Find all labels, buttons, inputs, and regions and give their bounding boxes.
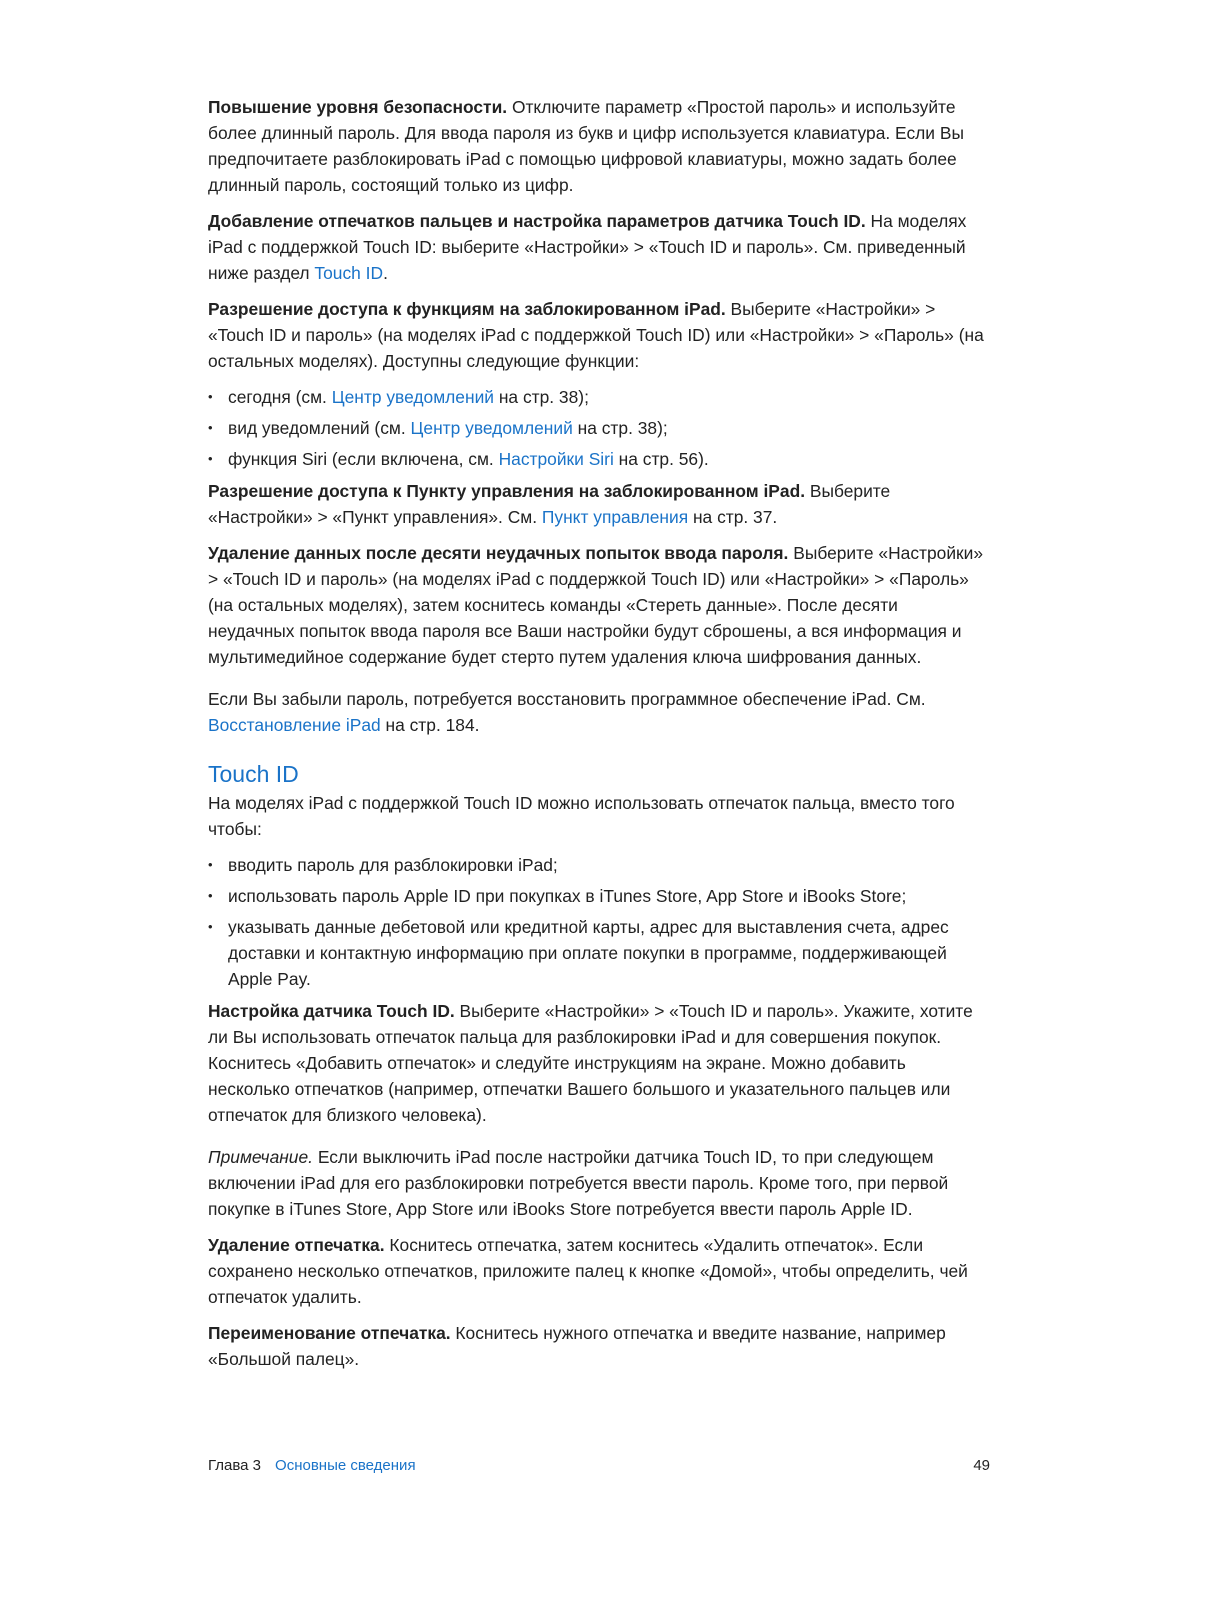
paragraph-lock-screen-access — [208, 296, 986, 374]
footer-chapter: Глава 3 — [208, 1457, 262, 1474]
list-item: • вводить пароль для разблокировки iPad; — [208, 852, 986, 878]
link-notification-center[interactable]: Центр уведомлений — [331, 387, 494, 407]
list-item-text: на стр. 38); — [572, 418, 668, 438]
list-item-text: сегодня (см. — [228, 387, 332, 407]
link-touch-id[interactable]: Touch ID — [314, 263, 384, 283]
paragraph-note — [208, 1144, 986, 1222]
paragraph-tail: . — [383, 263, 388, 283]
paragraph-security — [208, 94, 986, 198]
paragraph-lead: Настройка датчика Touch ID. — [208, 1001, 455, 1021]
list-item — [208, 415, 986, 441]
paragraph-delete-fingerprint — [208, 1232, 986, 1310]
paragraph-text: Выберите «Настройки» > «Пункт управления». См. — [208, 481, 891, 527]
paragraph-text: Коснитесь отпечатка, затем коснитесь «Удалить отпечаток». Если сохранено несколько отпечатков, приложите палец к кнопке «Домой», чтобы определить, чей отпечаток удалить. — [208, 1235, 968, 1307]
list-item-text: на стр. 38); — [494, 387, 589, 407]
paragraph-touch-id-intro: На моделях iPad с поддержкой Touch ID можно использовать отпечаток пальца, вместо того чтобы: — [208, 793, 955, 839]
section-heading-touch-id: Touch ID — [208, 761, 299, 787]
list-item-text: вид уведомлений (см. — [228, 418, 411, 438]
paragraph-setup-touch-id — [208, 998, 986, 1128]
list-item: • указывать данные дебетовой или кредитной карты, адрес для выставления счета, адрес доставки и контактную информацию при оплате покупки в программе, поддерживающей Apple Pay. — [208, 914, 986, 992]
paragraph-lead: Разрешение доступа к функциям на заблокированном iPad. — [208, 299, 726, 319]
paragraph-lead: Повышение уровня безопасности. — [208, 97, 508, 117]
paragraph-rename-fingerprint — [208, 1320, 986, 1372]
footer-chapter-title-link[interactable]: Основные сведения — [275, 1457, 416, 1474]
list-item-text: функция Siri (если включена, см. — [228, 449, 499, 469]
paragraph-add-fingerprints — [208, 208, 986, 286]
paragraph-tail: на стр. 184. — [380, 715, 480, 735]
list-touch-id-uses — [208, 852, 986, 992]
paragraph-forgot-passcode — [208, 686, 986, 738]
list-item — [208, 446, 986, 472]
page-footer — [208, 1456, 990, 1476]
paragraph-text: Если Вы забыли пароль, потребуется восстановить программное обеспечение iPad. См. — [208, 689, 926, 709]
paragraph-text: Выберите «Настройки» > «Touch ID и пароль». Укажите, хотите ли Вы использовать отпечаток пальца для разблокировки iPad и для совершения покупок. Коснитесь «Добавить отпечаток» и следуйте инструкциям на экране. Можно добавить несколько отпечатков (например, отпечатки Вашего большого и указательного пальцев или отпечаток для близкого человека). — [208, 1001, 973, 1125]
link-control-center[interactable]: Пункт управления — [541, 507, 689, 527]
note-label: Примечание. — [208, 1147, 313, 1167]
list-item: • использовать пароль Apple ID при покупках в iTunes Store, App Store и iBooks Store; — [208, 883, 986, 909]
list-item-text: на стр. 56). — [613, 449, 709, 469]
list-item — [208, 384, 986, 410]
footer-page-number: 49 — [973, 1457, 990, 1474]
paragraph-text: Выберите «Настройки» > «Touch ID и пароль» (на моделях iPad с поддержкой Touch ID) или «Настройки» > «Пароль» (на остальных моделях), затем коснитесь команды «Стереть данные». После десяти неудачных попыток ввода пароля все Ваши настройки будут сброшены, а вся информация и мультимедийное содержание будет стерто путем удаления ключа шифрования данных. — [208, 543, 984, 667]
paragraph-lead: Переименование отпечатка. — [208, 1323, 451, 1343]
paragraph-lead: Удаление отпечатка. — [208, 1235, 385, 1255]
link-restore-ipad[interactable]: Восстановление iPad — [208, 715, 381, 735]
link-notification-center[interactable]: Центр уведомлений — [410, 418, 573, 438]
paragraph-lead: Добавление отпечатков пальцев и настройка параметров датчика Touch ID. — [208, 211, 866, 231]
list-lock-screen-features — [208, 384, 986, 472]
paragraph-text: Выберите «Настройки» > «Touch ID и пароль» (на моделях iPad с поддержкой Touch ID) или «Настройки» > «Пароль» (на остальных моделях). Доступны следующие функции: — [208, 299, 984, 371]
link-siri-settings[interactable]: Настройки Siri — [498, 449, 614, 469]
paragraph-text: Коснитесь нужного отпечатка и введите название, например «Большой палец». — [208, 1323, 946, 1369]
paragraph-lead: Удаление данных после десяти неудачных попыток ввода пароля. — [208, 543, 789, 563]
paragraph-control-center-access — [208, 478, 986, 530]
paragraph-text: Если выключить iPad после настройки датчика Touch ID, то при следующем включении iPad для его разблокировки потребуется ввести пароль. Кроме того, при первой покупке в iTunes Store, App Store или iBooks Store потребуется ввести пароль Apple ID. — [208, 1147, 949, 1219]
paragraph-text: Отключите параметр «Простой пароль» и используйте более длинный пароль. Для ввода пароля из букв и цифр используется клавиатура. Если Вы предпочитаете разблокировать iPad с помощью цифровой клавиатуры, можно задать более длинный пароль, состоящий только из цифр. — [208, 97, 964, 195]
paragraph-tail: на стр. 37. — [688, 507, 778, 527]
paragraph-erase-data — [208, 540, 986, 670]
document-body — [208, 94, 986, 1382]
paragraph-lead: Разрешение доступа к Пункту управления на заблокированном iPad. — [208, 481, 806, 501]
paragraph-text: На моделях iPad с поддержкой Touch ID: выберите «Настройки» > «Touch ID и пароль». См. приведенный ниже раздел — [208, 211, 967, 283]
